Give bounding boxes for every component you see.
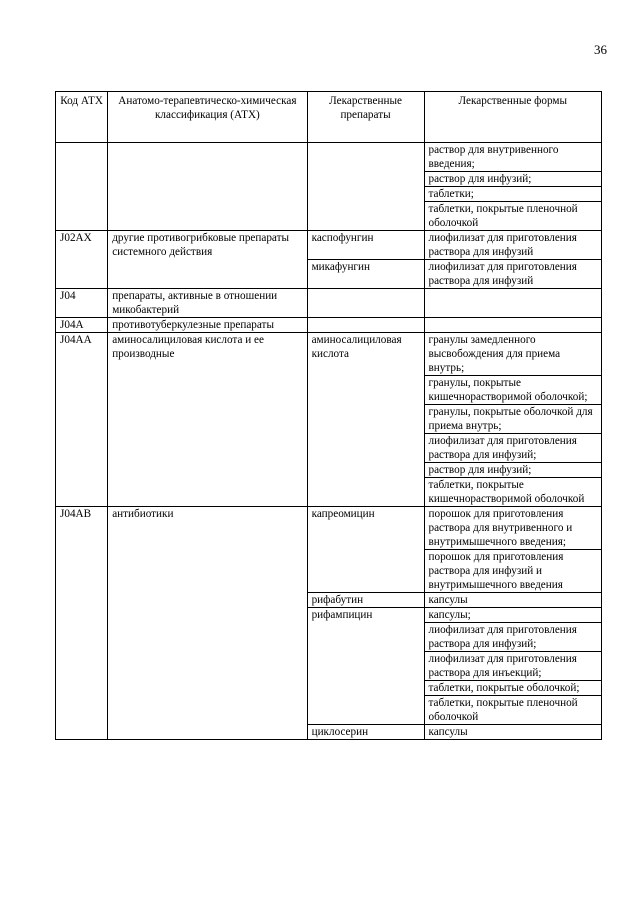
drug-name-cell: микафунгин: [307, 260, 424, 289]
dosage-forms-cell: [424, 333, 602, 507]
atx-classification-cell: аминосалициловая кислота и ее производные: [108, 333, 307, 507]
dosage-form-item: лиофилизат для приготовления раствора для инфузий: [428, 232, 577, 258]
dosage-form-item: капсулы: [428, 726, 468, 738]
dosage-forms-cell: [424, 608, 602, 725]
dosage-forms-cell: [424, 593, 602, 608]
atx-code-cell: J04AB: [56, 507, 108, 740]
drug-name-cell: [307, 289, 424, 318]
dosage-form-item: капсулы;: [425, 608, 602, 623]
atx-code-cell: J04A: [56, 318, 108, 333]
drug-name-cell: [307, 143, 424, 231]
atx-classification-cell: антибиотики: [108, 507, 307, 740]
dosage-form-item: гранулы, покрытые кишечнорастворимой оболочкой;: [425, 376, 602, 405]
drug-name-cell: циклосерин: [307, 725, 424, 740]
dosage-form-item: таблетки;: [425, 187, 602, 202]
dosage-form-item: лиофилизат для приготовления раствора для инфузий;: [425, 434, 602, 463]
dosage-forms-cell: [424, 260, 602, 289]
atx-classification-cell: другие противогрибковые препараты системного действия: [108, 231, 307, 289]
page-number: 36: [594, 42, 607, 57]
dosage-form-item: порошок для приготовления раствора для инфузий и внутримышечного введения: [428, 551, 564, 591]
dosage-forms-cell: [424, 231, 602, 260]
drug-name-cell: [307, 318, 424, 333]
table-row: [56, 318, 602, 333]
header-dosage-forms: Лекарственные формы: [424, 92, 602, 143]
header-atx-classification: Анатомо-терапевтическо-химическая классификация (АТХ): [108, 92, 307, 143]
atx-code-cell: [56, 143, 108, 231]
atx-code-cell: J04: [56, 289, 108, 318]
atx-classification-table: [55, 91, 602, 740]
dosage-form-item: порошок для приготовления раствора для внутривенного и внутримышечного введения;: [425, 507, 602, 550]
dosage-form-item: лиофилизат для приготовления раствора для инъекций;: [425, 652, 602, 681]
dosage-forms-cell: [424, 289, 602, 318]
table-row: [56, 143, 602, 231]
dosage-form-item: [425, 318, 602, 332]
table-row: [56, 231, 602, 260]
header-drugs: Лекарственные препараты: [307, 92, 424, 143]
dosage-form-item: лиофилизат для приготовления раствора для инфузий;: [425, 623, 602, 652]
dosage-form-item: раствор для инфузий;: [425, 463, 602, 478]
atx-classification-cell: препараты, активные в отношении микобактерий: [108, 289, 307, 318]
dosage-forms-cell: [424, 318, 602, 333]
dosage-forms-cell: [424, 725, 602, 740]
drug-name-cell: рифабутин: [307, 593, 424, 608]
drug-name-cell: аминосалициловая кислота: [307, 333, 424, 507]
dosage-forms-cell: [424, 507, 602, 593]
table-row: [56, 507, 602, 593]
atx-classification-cell: [108, 143, 307, 231]
dosage-form-item: таблетки, покрытые оболочкой;: [425, 681, 602, 696]
dosage-form-item: таблетки, покрытые пленочной оболочкой: [428, 697, 578, 723]
dosage-form-item: раствор для инфузий;: [425, 172, 602, 187]
dosage-form-item: капсулы: [428, 594, 468, 606]
dosage-form-item: таблетки, покрытые пленочной оболочкой: [428, 203, 578, 229]
table-header-row: [56, 92, 602, 143]
table-body: [56, 143, 602, 740]
header-atx-code: Код АТХ: [56, 92, 108, 143]
dosage-form-item: гранулы замедленного высвобождения для приема внутрь;: [425, 333, 602, 376]
dosage-form-item: лиофилизат для приготовления раствора для инфузий: [428, 261, 577, 287]
dosage-form-item: таблетки, покрытые кишечнорастворимой оболочкой: [428, 479, 585, 505]
dosage-form-item: раствор для внутривенного введения;: [425, 143, 602, 172]
atx-classification-cell: противотуберкулезные препараты: [108, 318, 307, 333]
dosage-forms-cell: [424, 143, 602, 231]
drug-name-cell: каспофунгин: [307, 231, 424, 260]
dosage-form-item: [425, 289, 602, 303]
table-row: [56, 333, 602, 507]
dosage-form-item: гранулы, покрытые оболочкой для приема внутрь;: [425, 405, 602, 434]
drug-name-cell: рифампицин: [307, 608, 424, 725]
drug-name-cell: капреомицин: [307, 507, 424, 593]
table-row: [56, 289, 602, 318]
atx-code-cell: J02AX: [56, 231, 108, 289]
atx-code-cell: J04AA: [56, 333, 108, 507]
